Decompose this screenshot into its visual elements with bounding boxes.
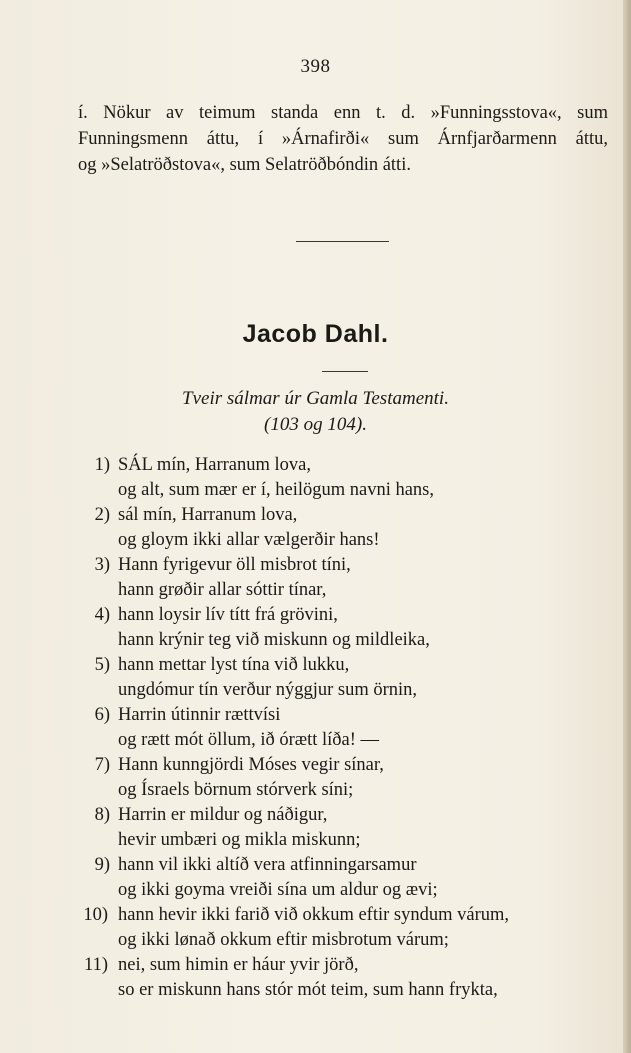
verse-4 (72, 603, 617, 653)
verse-line: hann krýnir teg við miskunn og mildleika, (118, 630, 430, 650)
page-edge-shadow (623, 0, 631, 1053)
verse-number: 5) (94, 655, 110, 675)
verse-line: ungdómur tín verður nýggjur sum örnin, (118, 680, 418, 700)
verse-10 (72, 903, 617, 953)
verse-number: 7) (94, 755, 110, 775)
section-divider (296, 241, 389, 242)
poem-subtitle-psalm-numbers: (103 og 104). (264, 414, 367, 435)
verse-line: Hann fyrigevur öll misbrot tíni, (118, 555, 351, 575)
verse-7 (72, 753, 617, 803)
verse-line: hann loysir lív títt frá grövini, (118, 605, 338, 625)
verse-line: hevir umbæri og mikla miskunn; (118, 830, 361, 850)
verse-number: 3) (94, 555, 110, 575)
poem-subtitle: Tveir sálmar úr Gamla Testamenti. (182, 388, 449, 409)
verse-6 (72, 703, 617, 753)
verse-line: so er miskunn hans stór mót teim, sum hann frykta, (118, 980, 498, 1000)
verse-line: og rætt mót öllum, ið órætt líða! — (118, 730, 380, 750)
verse-line: SÁL mín, Harranum lova, (118, 455, 312, 475)
intro-line: í. Nökur av teimum standa enn t. d. »Funningsstova«, sum (78, 103, 608, 123)
intro-line: Funningsmenn áttu, í »Árnafirði« sum Árnfjarðarmenn áttu, (78, 129, 608, 149)
verse-line: hann hevir ikki farið við okkum eftir syndum várum, (118, 905, 509, 925)
verse-number: 11) (84, 955, 108, 975)
verse-2 (72, 503, 617, 553)
verse-line: hann grøðir allar sóttir tínar, (118, 580, 327, 600)
page-number: 398 (300, 56, 331, 77)
verse-number: 4) (94, 605, 110, 625)
verse-number: 8) (94, 805, 110, 825)
poem-author-heading: Jacob Dahl. (242, 320, 389, 348)
verse-line: og alt, sum mær er í, heilögum navni hans, (118, 480, 434, 500)
verse-number: 6) (94, 705, 110, 725)
verse-line: nei, sum himin er háur yvir jörð, (118, 955, 359, 975)
verse-line: Harrin er mildur og náðigur, (118, 805, 328, 825)
verse-11 (72, 953, 617, 1003)
verse-line: hann vil ikki altíð vera atfinningarsamur (118, 855, 417, 875)
verse-line: sál mín, Harranum lova, (118, 505, 298, 525)
verse-line: Harrin útinnir rættvísi (118, 705, 281, 725)
verse-3 (72, 553, 617, 603)
verse-number: 9) (94, 855, 110, 875)
verse-number: 2) (94, 505, 110, 525)
verse-5 (72, 653, 617, 703)
verse-line: og gloym ikki allar vælgerðir hans! (118, 530, 380, 550)
verse-number: 1) (94, 455, 110, 475)
verse-9 (72, 853, 617, 903)
verse-line: og Ísraels börnum stórverk síni; (118, 780, 354, 800)
heading-divider (322, 371, 368, 372)
verse-line: hann mettar lyst tína við lukku, (118, 655, 350, 675)
verse-line: og ikki goyma vreiði sína um aldur og ævi; (118, 880, 438, 900)
verse-list (72, 453, 617, 1003)
verse-8 (72, 803, 617, 853)
verse-1 (72, 453, 617, 503)
verse-line: Hann kunngjördi Móses vegir sínar, (118, 755, 384, 775)
intro-line: og »Selatröðstova«, sum Selatröðbóndin átti. (78, 155, 411, 175)
verse-line: og ikki lønað okkum eftir misbrotum várum; (118, 930, 449, 950)
verse-number: 10) (83, 905, 108, 925)
intro-paragraph (78, 100, 608, 178)
